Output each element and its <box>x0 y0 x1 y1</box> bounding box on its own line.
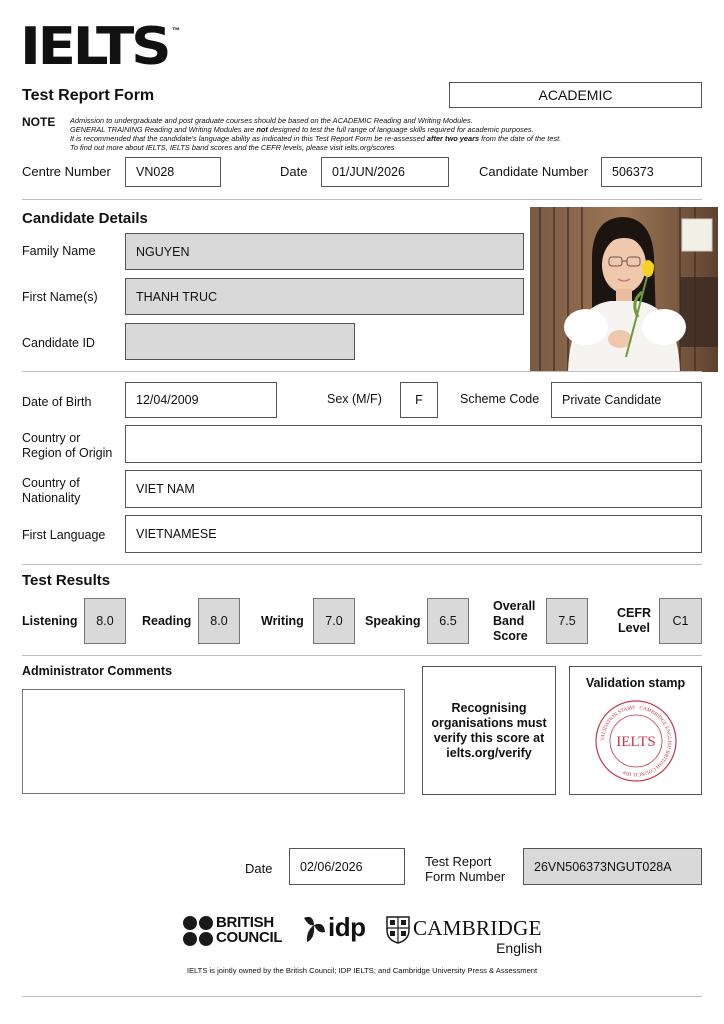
sex-label: Sex (M/F) <box>327 392 382 406</box>
sex-value: F <box>415 393 423 407</box>
note-line-1: Admission to undergraduate and post graduate courses should be based on the ACADEMIC Reading and Writing Modules. <box>70 116 473 125</box>
family-name-label: Family Name <box>22 244 96 258</box>
idp-mark-icon <box>301 915 327 945</box>
trf-number-field <box>523 848 702 885</box>
note-line-2: GENERAL TRAINING Reading and Writing Modules are not designed to test the full range of language skills required for academic purposes. <box>70 125 534 134</box>
country-origin-label: Country or Region of Origin <box>22 431 113 460</box>
nationality-value: VIET NAM <box>136 482 195 496</box>
centre-number-field <box>125 157 221 187</box>
dob-field <box>125 382 277 418</box>
validation-stamp-box <box>569 666 702 795</box>
scheme-code-value: Private Candidate <box>562 393 662 407</box>
cambridge-text: CAMBRIDGE <box>413 916 542 940</box>
first-name-value: THANH TRUC <box>136 289 218 304</box>
candidate-details-heading: Candidate Details <box>22 210 148 227</box>
cambridge-logo <box>386 914 546 958</box>
first-language-value: VIETNAMESE <box>136 527 217 541</box>
trf-number-value: 26VN506373NGUT028A <box>534 859 672 874</box>
cefr-level-label: CEFR Level <box>616 606 652 635</box>
divider-4 <box>22 655 702 656</box>
issue-date-value: 02/06/2026 <box>300 859 363 874</box>
ielts-logo <box>20 17 169 77</box>
reading-score-value: 8.0 <box>210 614 228 628</box>
verify-line-4: ielts.org/verify <box>446 745 532 760</box>
reading-score <box>198 598 240 644</box>
trademark-symbol: ™ <box>172 26 180 35</box>
note-line-4: To find out more about IELTS, IELTS band scores and the CEFR levels, please visit ielts.org/scores <box>70 143 395 152</box>
divider-2 <box>22 371 702 372</box>
centre-number-value: VN028 <box>136 165 175 179</box>
listening-score-value: 8.0 <box>96 614 114 628</box>
family-name-value: NGUYEN <box>136 244 190 259</box>
module-value: ACADEMIC <box>538 87 613 103</box>
module-field <box>449 82 702 108</box>
candidate-id-label: Candidate ID <box>22 336 95 350</box>
writing-label: Writing <box>261 614 304 628</box>
ielts-logo-text: IELTS <box>20 17 169 77</box>
verify-line-3: verify this score at <box>433 730 545 745</box>
overall-band-label: Overall Band Score <box>493 599 536 643</box>
family-name-field <box>125 233 524 270</box>
centre-number-label: Centre Number <box>22 164 111 179</box>
validation-stamp-seal <box>594 699 678 783</box>
issue-date-field <box>289 848 405 885</box>
cambridge-english-text: English <box>496 940 542 956</box>
british-council-logo <box>182 915 286 947</box>
first-name-label: First Name(s) <box>22 290 98 304</box>
writing-score-value: 7.0 <box>325 614 343 628</box>
scheme-code-field <box>551 382 702 418</box>
idp-logo <box>301 914 371 946</box>
verify-line-1: Recognising <box>451 700 527 715</box>
verify-box <box>422 666 556 795</box>
listening-label: Listening <box>22 614 78 628</box>
cefr-level-value: C1 <box>672 614 689 628</box>
first-name-field <box>125 278 524 315</box>
listening-score <box>84 598 126 644</box>
divider-3 <box>22 564 702 565</box>
overall-band-value: 7.5 <box>558 614 576 628</box>
dob-label: Date of Birth <box>22 395 92 409</box>
british-council-dots-icon <box>182 915 214 947</box>
cambridge-shield-icon <box>386 916 410 944</box>
note-label: NOTE <box>22 115 56 129</box>
idp-text: idp <box>328 912 366 942</box>
divider-bottom <box>22 996 702 997</box>
ownership-statement: IELTS is jointly owned by the British Council; IDP IELTS; and Cambridge University Press & Assessment <box>186 966 538 975</box>
reading-label: Reading <box>142 614 192 628</box>
british-council-text: BRITISH COUNCIL <box>216 914 283 946</box>
validation-stamp-title: Validation stamp <box>585 676 686 690</box>
form-title: Test Report Form <box>22 87 155 104</box>
verify-line-2: organisations must <box>431 715 547 730</box>
issue-date-label: Date <box>245 861 273 876</box>
test-date-field <box>321 157 449 187</box>
admin-comments-box <box>22 689 405 794</box>
country-origin-field <box>125 425 702 463</box>
dob-value: 12/04/2009 <box>136 393 199 407</box>
divider-1 <box>22 199 702 200</box>
nationality-field <box>125 470 702 508</box>
candidate-photo-image <box>530 207 718 372</box>
candidate-number-label: Candidate Number <box>479 164 589 179</box>
note-line-3: It is recommended that the candidate's language ability as indicated in this Test Report Form be re-assessed after two years from the date of the test. <box>70 134 562 143</box>
candidate-number-field <box>601 157 702 187</box>
speaking-score-value: 6.5 <box>439 614 457 628</box>
speaking-score <box>427 598 469 644</box>
first-language-field <box>125 515 702 553</box>
test-results-heading: Test Results <box>22 572 111 589</box>
sex-field <box>400 382 438 418</box>
writing-score <box>313 598 355 644</box>
speaking-label: Speaking <box>365 614 421 628</box>
admin-comments-heading: Administrator Comments <box>22 664 173 678</box>
candidate-id-field <box>125 323 355 360</box>
overall-band-score <box>546 598 588 644</box>
candidate-number-value: 506373 <box>612 165 654 179</box>
first-language-label: First Language <box>22 528 106 542</box>
test-date-value: 01/JUN/2026 <box>332 165 405 179</box>
scheme-code-label: Scheme Code <box>460 392 540 406</box>
stamp-ring-text: VALIDATION STAMP · CAMBRIDGE ENGLISH BRITISH COUNCIL IDP · <box>599 704 673 778</box>
trf-number-label: Test Report Form Number <box>425 854 506 884</box>
candidate-photo <box>530 207 718 372</box>
cefr-level-score <box>659 598 702 644</box>
stamp-center-text: IELTS <box>616 734 656 750</box>
test-date-label: Date <box>280 164 308 179</box>
nationality-label: Country of Nationality <box>22 476 81 505</box>
